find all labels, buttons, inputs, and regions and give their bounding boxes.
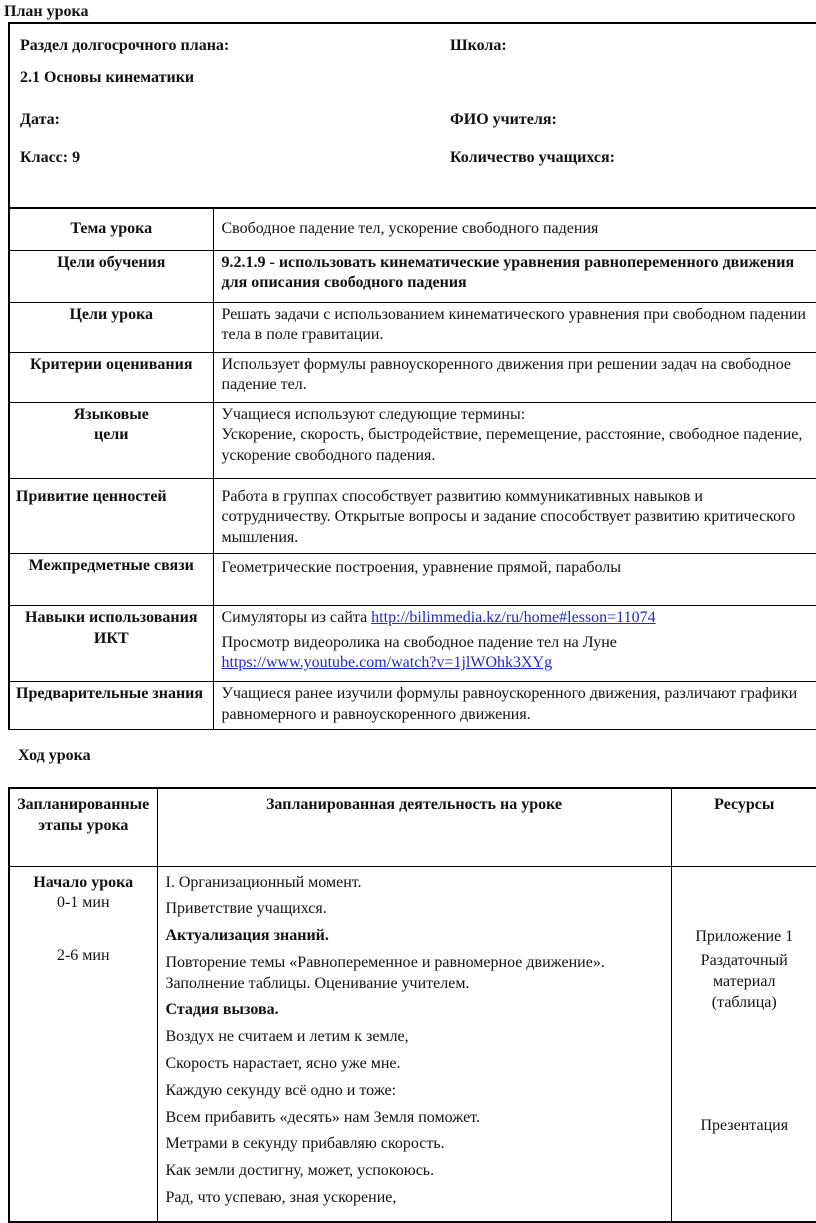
table-row (9, 788, 816, 866)
values-key: Привитие ценностей (9, 478, 213, 553)
table-row (9, 553, 816, 605)
learning-goals-value: 9.2.1.9 - использовать кинематические уравнения равнопеременного движения для описания свободного падения (213, 250, 816, 302)
criteria-value: Использует формулы равноускоренного движения при решении задач на свободное падение тел. (213, 352, 816, 402)
language-goals-value (213, 402, 816, 478)
resource-appendix: Приложение 1 (695, 927, 794, 945)
activity-line: Повторение темы «Равнопеременное и равномерное движение». Заполнение таблицы. Оценивание учителем. (165, 953, 605, 992)
stage-time1: 0-1 мин (56, 894, 110, 912)
prior-knowledge-value: Учащиеся ранее изучили формулы равноускоренного движения, различают графики равномерного и равноускоренного движения. (213, 681, 816, 730)
topic-key: Тема урока (9, 208, 213, 250)
lesson-heading: Ход урока (18, 747, 91, 764)
table-row (9, 402, 816, 478)
col-stages-header: Запланированные этапы урока (9, 788, 157, 866)
language-goals-line1: Учащиеся используют следующие термины: (221, 405, 526, 423)
table-row (9, 681, 816, 730)
values-value: Работа в группах способствует развитию коммуникативных навыков и сотрудничеству. Открытые вопросы и задание способствует развитию критического мышления. (213, 478, 816, 553)
plan-table (8, 787, 816, 1223)
bilimmedia-link[interactable]: http://bilimmedia.kz/ru/home#lesson=11074 (371, 608, 656, 626)
table-row (9, 208, 816, 250)
header-box (8, 22, 816, 208)
language-goals-key-line1: Языковые (73, 405, 149, 423)
activity-line: Скорость нарастает, ясно уже мне. (165, 1055, 401, 1073)
activity-line: Воздух не считаем и летим к земле, (165, 1028, 409, 1046)
activity-line: Как земли достигну, может, успокоюсь. (165, 1162, 435, 1180)
table-row (9, 302, 816, 352)
section-label: Раздел долгосрочного плана: (20, 37, 230, 54)
students-label: Количество учащихся: (450, 149, 615, 166)
table-row (9, 352, 816, 402)
activity-line: Всем прибавить «десять» нам Земля поможет. (165, 1108, 480, 1126)
activity-line: Рад, что успеваю, зная ускорение, (165, 1189, 397, 1207)
page-title: План урока (4, 3, 89, 20)
lesson-goals-key: Цели урока (9, 302, 213, 352)
activity-line: Стадия вызова. (165, 1001, 279, 1019)
topic-value: Свободное падение тел, ускорение свободного падения (213, 208, 816, 250)
stage-title: Начало урока (33, 873, 134, 891)
date-label: Дата: (20, 111, 60, 128)
table-row (9, 250, 816, 302)
language-goals-key-line2: цели (93, 426, 129, 444)
criteria-key: Критерии оценивания (9, 352, 213, 402)
class-label: Класс: 9 (20, 149, 81, 166)
ict-key: Навыки использования ИКТ (9, 605, 213, 681)
activity-cell (157, 866, 671, 1222)
ict-line2: Просмотр видеоролика на свободное падение тел на Луне (221, 633, 617, 651)
table-row (9, 866, 816, 1222)
table-row (9, 478, 816, 553)
section-value: 2.1 Основы кинематики (20, 69, 195, 86)
resource-presentation: Презентация (700, 1116, 789, 1134)
info-table (8, 207, 816, 730)
table-row (9, 605, 816, 681)
resources-cell (671, 866, 816, 1222)
ict-prefix: Симуляторы из сайта (221, 608, 372, 626)
youtube-link[interactable]: https://www.youtube.com/watch?v=1jlWOhk3XYg (221, 654, 553, 672)
resource-handout: Раздаточный материал (таблица) (700, 952, 788, 1011)
school-label: Школа: (450, 37, 507, 54)
prior-knowledge-key: Предварительные знания (9, 681, 213, 730)
col-activity-header: Запланированная деятельность на уроке (157, 788, 671, 866)
stage-time2: 2-6 мин (56, 947, 110, 965)
stage-cell (9, 866, 157, 1222)
interdisciplinary-key: Межпредметные связи (9, 553, 213, 605)
learning-goals-key: Цели обучения (9, 250, 213, 302)
activity-line: I. Организационный момент. (165, 873, 362, 891)
activity-line: Приветствие учащихся. (165, 900, 327, 918)
activity-line: Актуализация знаний. (165, 927, 329, 945)
language-goals-key (9, 402, 213, 478)
interdisciplinary-value: Геометрические построения, уравнение прямой, параболы (213, 553, 816, 605)
ict-value (213, 605, 816, 681)
activity-line: Метрами в секунду прибавляю скорость. (165, 1135, 445, 1153)
teacher-label: ФИО учителя: (450, 111, 557, 128)
activity-line: Каждую секунду всё одно и тоже: (165, 1081, 397, 1099)
lesson-goals-value: Решать задачи с использованием кинематического уравнения при свободном падении тела в поле гравитации. (213, 302, 816, 352)
language-goals-line2: Ускорение, скорость, быстродействие, перемещение, расстояние, свободное падение, ускорение свободного падения. (221, 426, 803, 465)
col-resources-header: Ресурсы (671, 788, 816, 866)
